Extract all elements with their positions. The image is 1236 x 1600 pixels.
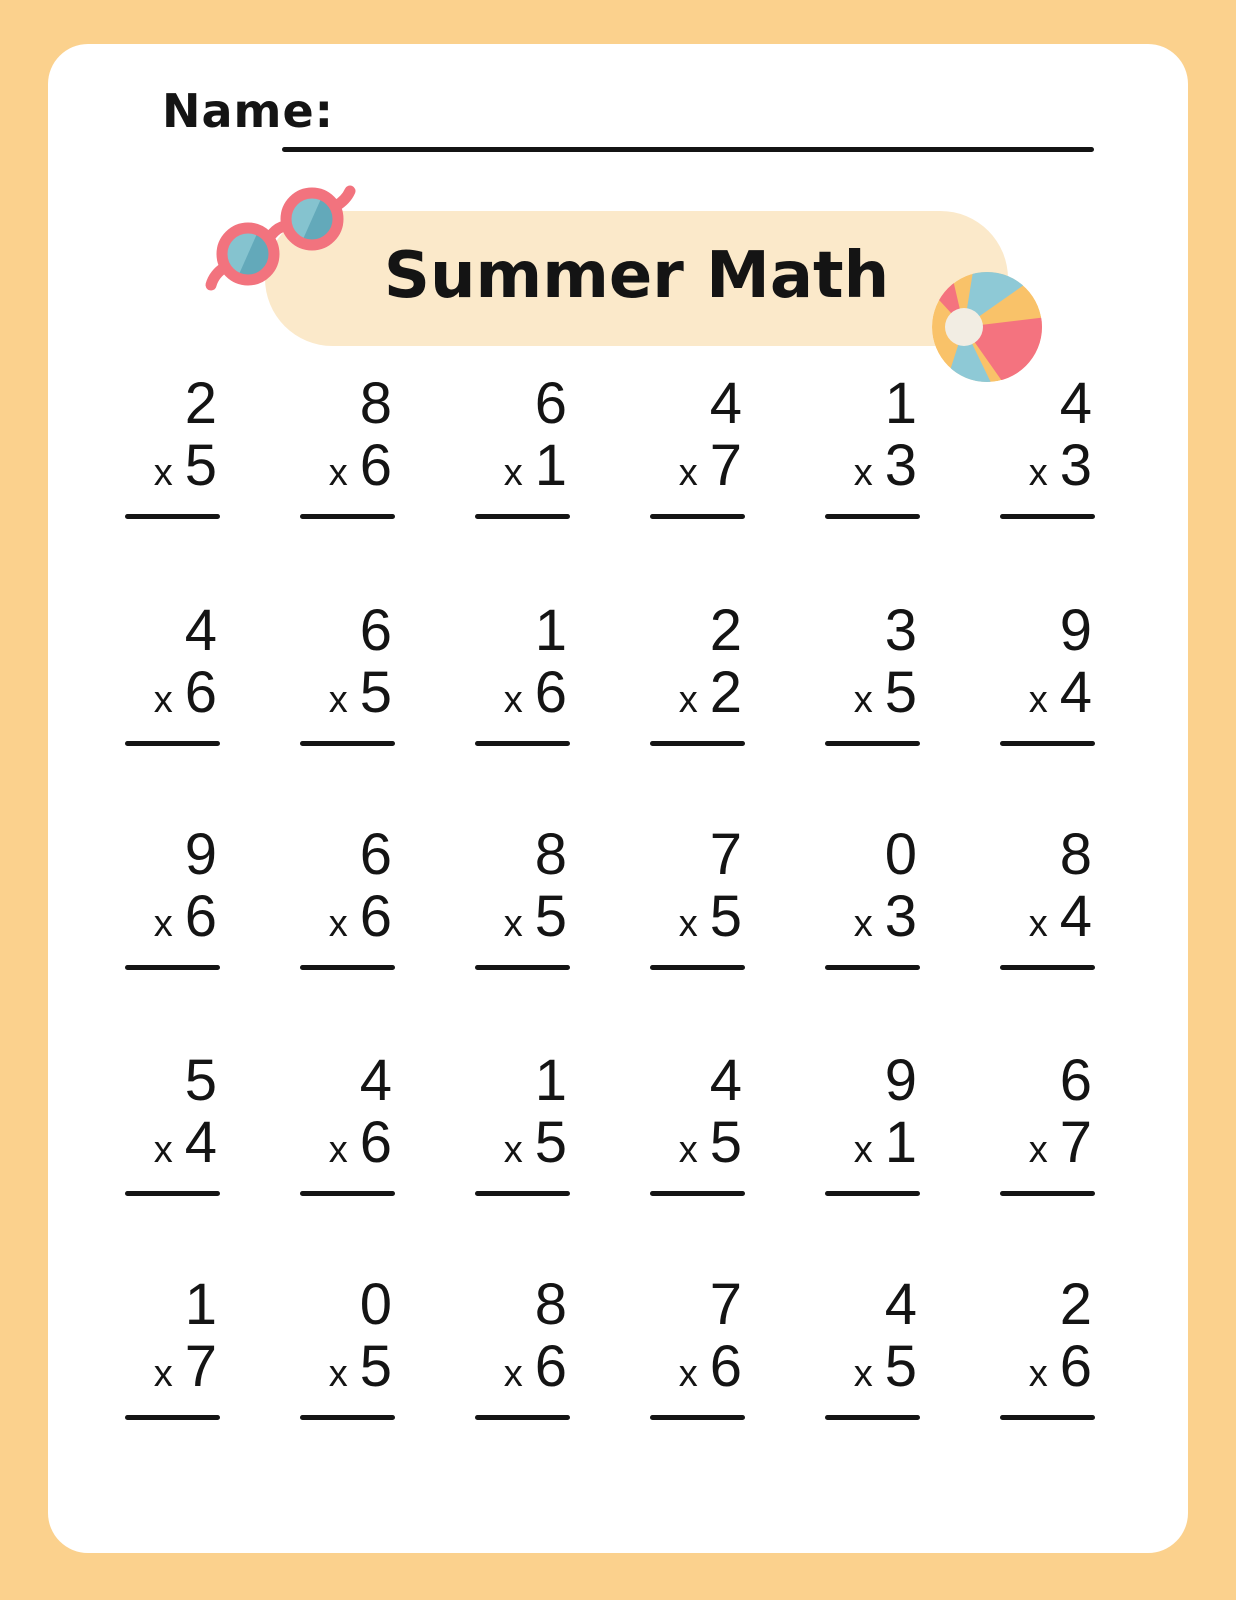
multiply-operator: x — [503, 452, 522, 494]
multiplicand: 4 — [884, 1272, 916, 1337]
multiplicand: 6 — [534, 371, 566, 436]
answer-line — [1000, 1415, 1095, 1420]
multiplicand: 4 — [184, 598, 216, 663]
multiply-operator: x — [678, 1129, 697, 1171]
math-problem — [650, 824, 745, 970]
multiplicand: 1 — [534, 1048, 566, 1113]
answer-line — [475, 1415, 570, 1420]
problem-row — [125, 1050, 1095, 1196]
answer-line — [300, 1415, 395, 1420]
multiplicand: 9 — [884, 1048, 916, 1113]
multiplicand: 1 — [534, 598, 566, 663]
multiply-operator: x — [853, 452, 872, 494]
multiplicand: 8 — [359, 371, 391, 436]
multiplicand: 2 — [184, 371, 216, 436]
multiply-operator: x — [503, 903, 522, 945]
multiplier: 5 — [534, 1110, 566, 1175]
math-problem — [300, 373, 395, 519]
problem-row — [125, 1274, 1095, 1420]
multiply-operator: x — [328, 1353, 347, 1395]
answer-line — [300, 514, 395, 519]
multiplicand: 2 — [709, 598, 741, 663]
multiplicand: 8 — [534, 822, 566, 887]
multiply-operator: x — [328, 679, 347, 721]
answer-line — [300, 1191, 395, 1196]
math-problem — [125, 373, 220, 519]
multiplier: 5 — [709, 884, 741, 949]
answer-line — [650, 965, 745, 970]
math-problem — [1000, 824, 1095, 970]
multiplier: 6 — [184, 660, 216, 725]
math-problem — [825, 1050, 920, 1196]
multiply-operator: x — [678, 903, 697, 945]
math-problem — [125, 1050, 220, 1196]
math-problem — [825, 600, 920, 746]
answer-line — [125, 1415, 220, 1420]
page-title: Summer Math — [383, 238, 890, 313]
name-blank-line — [282, 147, 1094, 152]
multiply-operator: x — [153, 1129, 172, 1171]
answer-line — [475, 965, 570, 970]
multiply-operator: x — [1028, 1353, 1047, 1395]
multiplier: 6 — [709, 1334, 741, 1399]
multiplier: 3 — [884, 433, 916, 498]
answer-line — [650, 1191, 745, 1196]
multiply-operator: x — [503, 1129, 522, 1171]
multiplier: 7 — [709, 433, 741, 498]
multiplicand: 9 — [184, 822, 216, 887]
multiply-operator: x — [678, 452, 697, 494]
answer-line — [125, 965, 220, 970]
math-problem — [300, 1050, 395, 1196]
multiplier: 6 — [184, 884, 216, 949]
math-problem — [300, 1274, 395, 1420]
answer-line — [825, 965, 920, 970]
multiply-operator: x — [1028, 903, 1047, 945]
multiplier: 1 — [534, 433, 566, 498]
multiplicand: 0 — [359, 1272, 391, 1337]
multiplicand: 0 — [884, 822, 916, 887]
multiply-operator: x — [328, 903, 347, 945]
answer-line — [125, 741, 220, 746]
answer-line — [300, 741, 395, 746]
multiplicand: 6 — [359, 598, 391, 663]
math-problem — [825, 1274, 920, 1420]
multiply-operator: x — [153, 452, 172, 494]
answer-line — [125, 1191, 220, 1196]
multiply-operator: x — [853, 903, 872, 945]
multiplier: 4 — [184, 1110, 216, 1175]
multiplicand: 4 — [709, 1048, 741, 1113]
math-problem — [475, 1050, 570, 1196]
math-problem — [825, 373, 920, 519]
multiplier: 7 — [184, 1334, 216, 1399]
multiply-operator: x — [328, 1129, 347, 1171]
math-problem — [475, 1274, 570, 1420]
problem-row — [125, 824, 1095, 970]
multiply-operator: x — [853, 1353, 872, 1395]
multiplicand: 7 — [709, 822, 741, 887]
multiplicand: 4 — [359, 1048, 391, 1113]
answer-line — [1000, 514, 1095, 519]
math-problem — [1000, 1050, 1095, 1196]
multiplier: 1 — [884, 1110, 916, 1175]
title-banner — [265, 211, 1008, 346]
math-problem — [475, 824, 570, 970]
multiplier: 2 — [709, 660, 741, 725]
math-problem — [1000, 373, 1095, 519]
math-problem — [650, 600, 745, 746]
math-problem — [300, 824, 395, 970]
multiplicand: 7 — [709, 1272, 741, 1337]
multiplier: 3 — [884, 884, 916, 949]
multiplicand: 4 — [1059, 371, 1091, 436]
math-problem — [475, 373, 570, 519]
math-problem — [650, 1050, 745, 1196]
beach-ball-icon — [929, 271, 1043, 383]
multiply-operator: x — [503, 1353, 522, 1395]
math-problem — [125, 824, 220, 970]
name-label: Name: — [162, 84, 335, 138]
multiplicand: 3 — [884, 598, 916, 663]
math-problem — [650, 373, 745, 519]
multiply-operator: x — [678, 1353, 697, 1395]
answer-line — [650, 741, 745, 746]
multiplier: 6 — [1059, 1334, 1091, 1399]
multiplicand: 6 — [359, 822, 391, 887]
multiply-operator: x — [1028, 679, 1047, 721]
multiply-operator: x — [503, 679, 522, 721]
answer-line — [825, 514, 920, 519]
multiply-operator: x — [853, 1129, 872, 1171]
math-problem — [475, 600, 570, 746]
multiplier: 6 — [359, 1110, 391, 1175]
answer-line — [1000, 741, 1095, 746]
multiplier: 3 — [1059, 433, 1091, 498]
multiplicand: 1 — [884, 371, 916, 436]
multiplier: 6 — [359, 433, 391, 498]
multiplier: 6 — [359, 884, 391, 949]
multiplier: 6 — [534, 1334, 566, 1399]
multiplier: 5 — [709, 1110, 741, 1175]
multiplicand: 8 — [534, 1272, 566, 1337]
multiplier: 6 — [534, 660, 566, 725]
multiplier: 4 — [1059, 884, 1091, 949]
multiply-operator: x — [153, 903, 172, 945]
multiplicand: 2 — [1059, 1272, 1091, 1337]
math-problem — [825, 824, 920, 970]
multiplicand: 4 — [709, 371, 741, 436]
multiplier: 5 — [359, 1334, 391, 1399]
problem-row — [125, 373, 1095, 519]
math-problem — [125, 600, 220, 746]
answer-line — [475, 514, 570, 519]
math-problem — [1000, 600, 1095, 746]
multiplicand: 1 — [184, 1272, 216, 1337]
math-problem — [125, 1274, 220, 1420]
multiplicand: 5 — [184, 1048, 216, 1113]
multiply-operator: x — [1028, 452, 1047, 494]
answer-line — [125, 514, 220, 519]
multiply-operator: x — [853, 679, 872, 721]
answer-line — [650, 514, 745, 519]
sunglasses-icon — [196, 162, 356, 304]
answer-line — [1000, 1191, 1095, 1196]
answer-line — [825, 1415, 920, 1420]
answer-line — [825, 741, 920, 746]
multiply-operator: x — [153, 679, 172, 721]
multiplicand: 8 — [1059, 822, 1091, 887]
multiplier: 5 — [359, 660, 391, 725]
math-problem — [650, 1274, 745, 1420]
answer-line — [650, 1415, 745, 1420]
answer-line — [825, 1191, 920, 1196]
multiplicand: 9 — [1059, 598, 1091, 663]
multiplier: 5 — [884, 660, 916, 725]
answer-line — [1000, 965, 1095, 970]
multiplier: 4 — [1059, 660, 1091, 725]
multiplier: 7 — [1059, 1110, 1091, 1175]
answer-line — [300, 965, 395, 970]
multiply-operator: x — [153, 1353, 172, 1395]
problem-row — [125, 600, 1095, 746]
multiplier: 5 — [884, 1334, 916, 1399]
multiply-operator: x — [1028, 1129, 1047, 1171]
math-problem — [1000, 1274, 1095, 1420]
multiplicand: 6 — [1059, 1048, 1091, 1113]
answer-line — [475, 1191, 570, 1196]
multiply-operator: x — [678, 679, 697, 721]
answer-line — [475, 741, 570, 746]
multiplier: 5 — [534, 884, 566, 949]
multiply-operator: x — [328, 452, 347, 494]
multiplier: 5 — [184, 433, 216, 498]
math-problem — [300, 600, 395, 746]
